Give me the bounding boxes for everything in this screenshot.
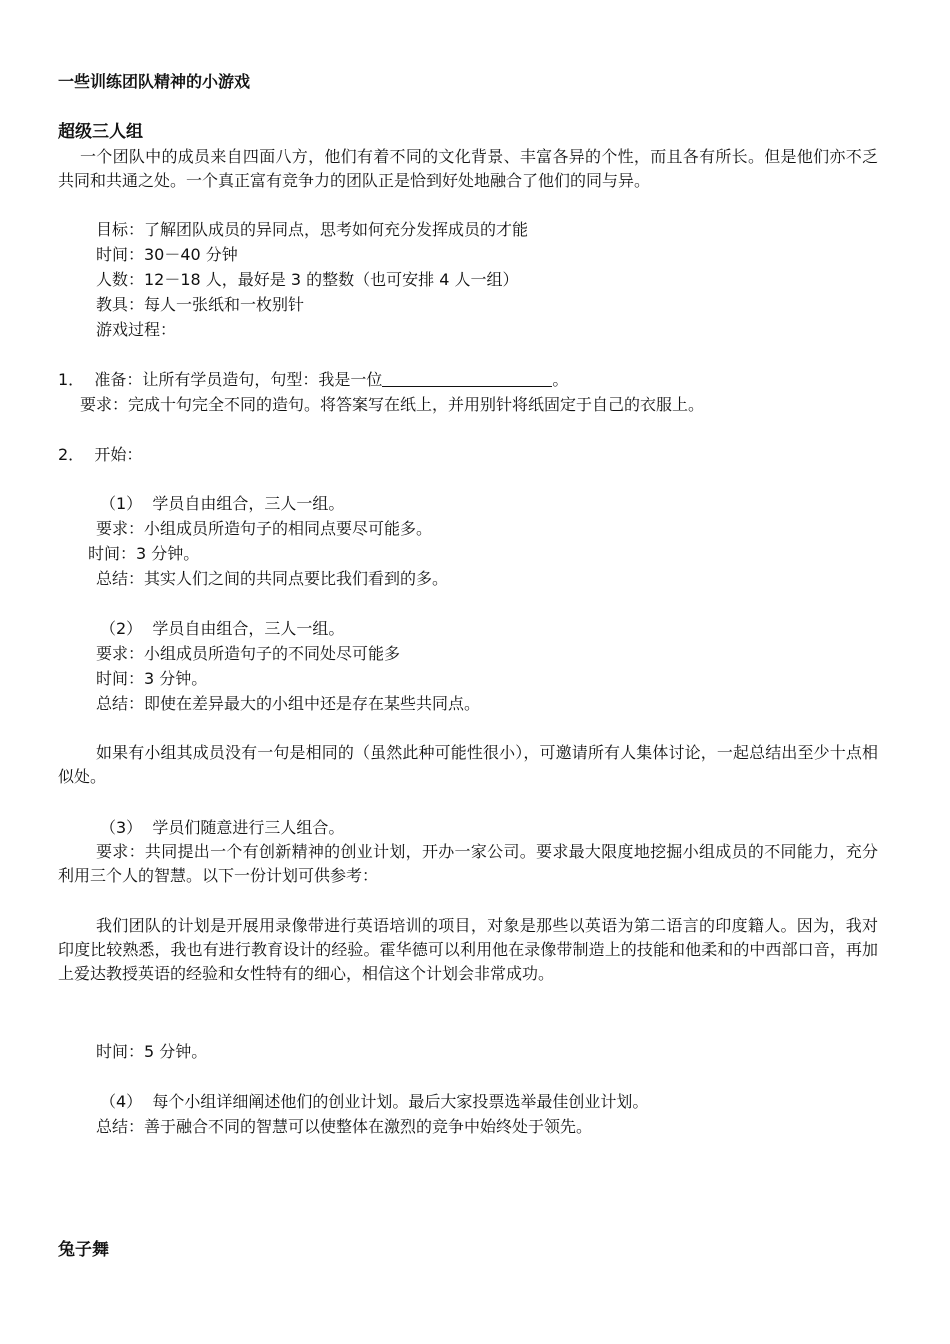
step1-prefix: 1． 准备：让所有学员造句，句型：我是一位 [58, 370, 383, 389]
part1-requirement: 要求：小组成员所造句子的相同点要尽可能多。 [96, 519, 433, 538]
step1-suffix: 。 [552, 370, 569, 389]
goal-line: 目标：了解团队成员的异同点，思考如何充分发挥成员的才能 [96, 220, 529, 239]
part2-requirement: 要求：小组成员所造句子的不同处尽可能多 [96, 644, 401, 663]
intro-paragraph: 一个团队中的成员来自四面八方，他们有着不同的文化背景、丰富各异的个性，而且各有所长。但是他们亦不乏共同和共通之处。一个真正富有竞争力的团队正是恰到好处地融合了他们的同与异。 [58, 147, 878, 190]
section-heading-bunny-dance: 兔子舞 [58, 1240, 109, 1260]
part3-line: （3） 学员们随意进行三人组合。 [100, 818, 345, 837]
part3-requirement: 要求：共同提出一个有创新精神的创业计划，开办一家公司。要求最大限度地挖掘小组成员的不同能力，充分利用三个人的智慧。以下一份计划可供参考： [58, 842, 878, 885]
fill-blank [382, 370, 552, 387]
step2-line: 2． 开始： [58, 445, 143, 464]
time-line: 时间：30－40 分钟 [96, 245, 238, 264]
step1-line [58, 370, 568, 390]
part4-line: （4） 每个小组详细阐述他们的创业计划。最后大家投票选举最佳创业计划。 [100, 1092, 649, 1111]
part3-time: 时间：5 分钟。 [96, 1042, 208, 1061]
section-heading-super-trio: 超级三人组 [58, 122, 143, 142]
note-paragraph: 如果有小组其成员没有一句是相同的（虽然此种可能性很小），可邀请所有人集体讨论，一起总结出至少十点相似处。 [58, 743, 878, 786]
document-title: 一些训练团队精神的小游戏 [58, 72, 251, 91]
process-line: 游戏过程： [96, 320, 177, 339]
plan-paragraph: 我们团队的计划是开展用录像带进行英语培训的项目，对象是那些以英语为第二语言的印度籍人。因为，我对印度比较熟悉，我也有进行教育设计的经验。霍华德可以利用他在录像带制造上的技能和他柔和的中西部口音，再加上爱达教授英语的经验和女性特有的细心，相信这个计划会非常成功。 [58, 916, 878, 983]
part1-line: （1） 学员自由组合，三人一组。 [100, 494, 345, 513]
part4-summary: 总结：善于融合不同的智慧可以使整体在激烈的竞争中始终处于领先。 [96, 1117, 593, 1136]
part1-time: 时间：3 分钟。 [88, 544, 200, 563]
tools-line: 教具：每人一张纸和一枚别针 [96, 295, 305, 314]
step1-requirement: 要求：完成十句完全不同的造句。将答案写在纸上，并用别针将纸固定于自己的衣服上。 [80, 395, 705, 414]
part2-line: （2） 学员自由组合，三人一组。 [100, 619, 345, 638]
people-line: 人数：12－18 人，最好是 3 的整数（也可安排 4 人一组） [96, 270, 519, 289]
part2-time: 时间：3 分钟。 [96, 669, 208, 688]
part1-summary: 总结：其实人们之间的共同点要比我们看到的多。 [96, 569, 449, 588]
part2-summary: 总结：即使在差异最大的小组中还是存在某些共同点。 [96, 694, 481, 713]
